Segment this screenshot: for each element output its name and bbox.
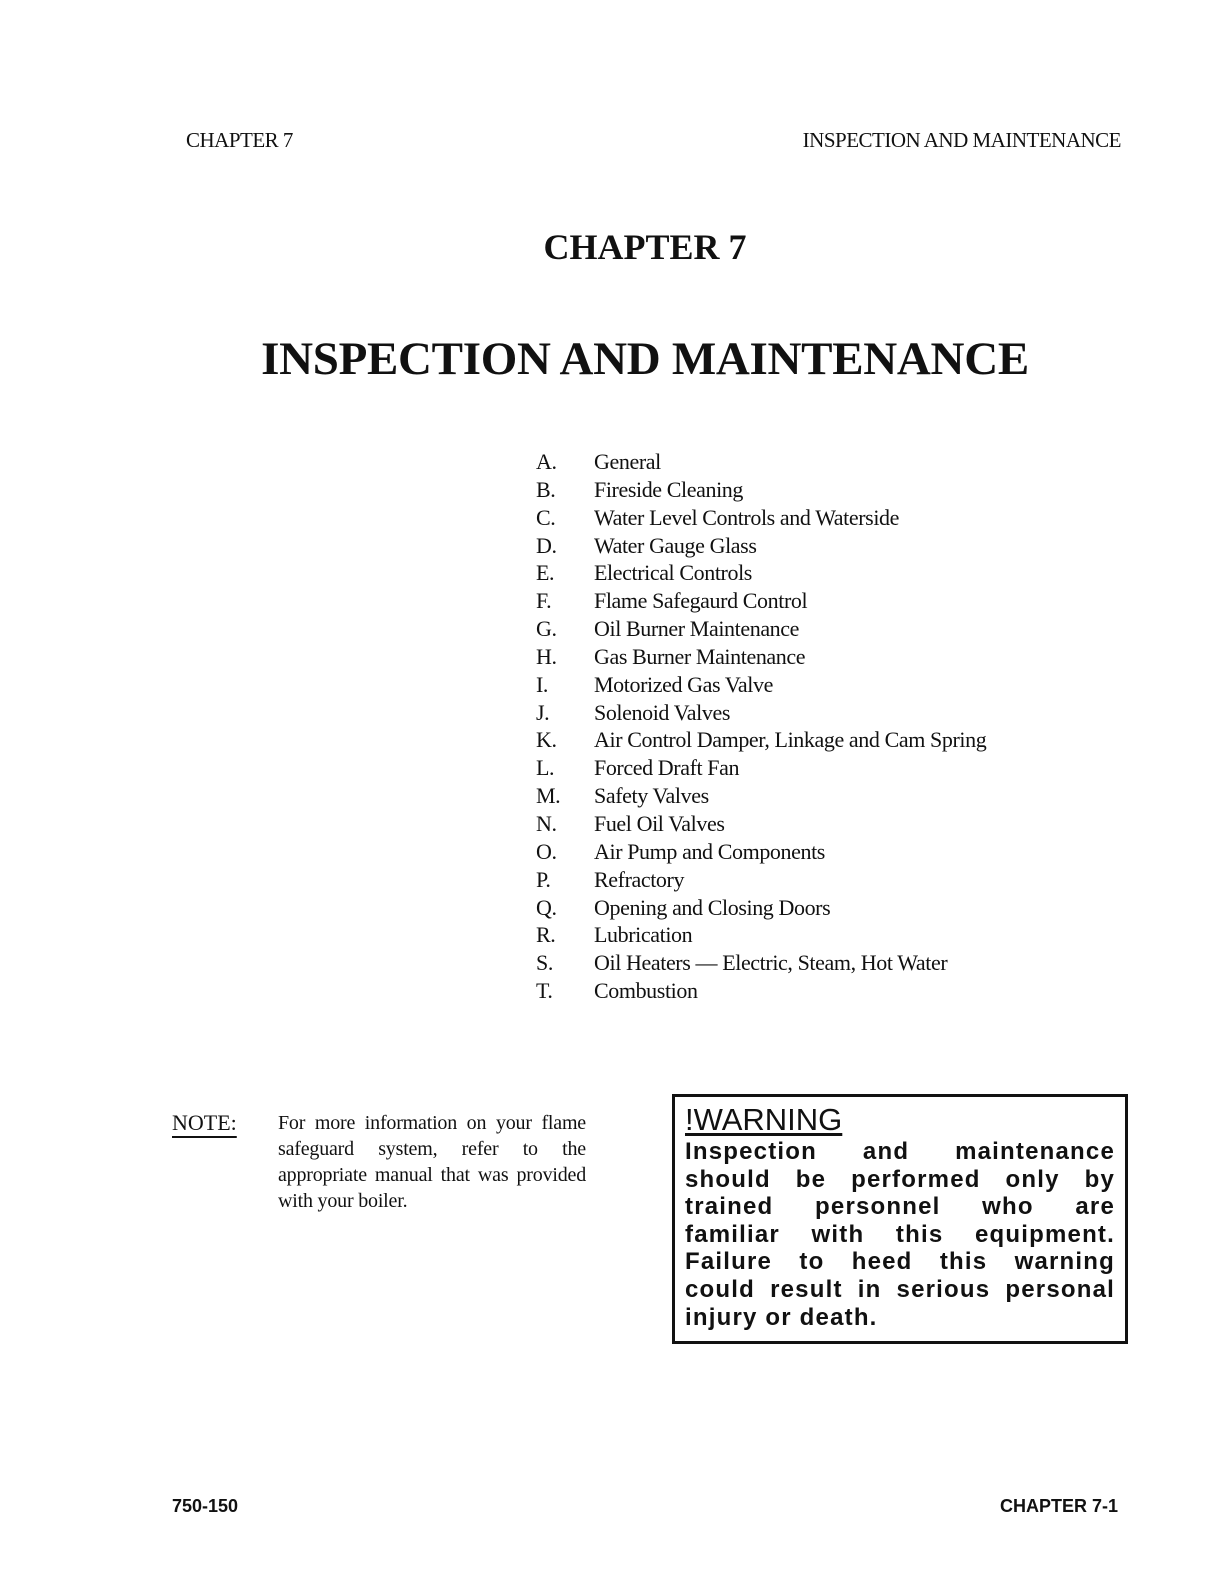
- toc-letter: T.: [536, 978, 553, 1004]
- toc-title: Forced Draft Fan: [594, 755, 740, 781]
- footer-document-number: 750-150: [172, 1496, 239, 1516]
- warning-box: [672, 1094, 1128, 1344]
- toc-item: [536, 921, 986, 949]
- toc-item: [536, 810, 986, 838]
- toc-letter: C.: [536, 504, 556, 530]
- toc-item: [536, 476, 986, 504]
- toc-letter: I.: [536, 671, 549, 697]
- toc-title: Gas Burner Maintenance: [594, 643, 806, 669]
- toc-letter: N.: [536, 810, 557, 836]
- table-of-contents: [536, 448, 986, 1005]
- warning-text: Inspection and maintenance should be performed only by trained personnel who are familiar with this equipment. Failure to heed this warning could result in serious personal injury or death.: [685, 1138, 1115, 1331]
- toc-title: Air Control Damper, Linkage and Cam Spring: [594, 727, 987, 753]
- toc-item: [536, 699, 986, 727]
- toc-letter: M.: [536, 783, 561, 809]
- toc-letter: S.: [536, 950, 553, 976]
- toc-item: [536, 949, 986, 977]
- toc-item: [536, 782, 986, 810]
- toc-letter: P.: [536, 866, 551, 892]
- toc-letter: F.: [536, 588, 552, 614]
- toc-item: [536, 754, 986, 782]
- toc-item: [536, 504, 986, 532]
- chapter-number: CHAPTER 7: [543, 227, 747, 267]
- running-header-right: INSPECTION AND MAINTENANCE: [802, 128, 1121, 152]
- toc-item: [536, 838, 986, 866]
- toc-letter: A.: [536, 449, 557, 474]
- toc-item: [536, 532, 986, 560]
- toc-item: [536, 894, 986, 922]
- toc-title: General: [594, 449, 661, 474]
- toc-letter: R.: [536, 922, 556, 948]
- note-label: NOTE:: [172, 1110, 237, 1135]
- toc-item: [536, 643, 986, 671]
- toc-letter: H.: [536, 643, 557, 669]
- toc-title: Motorized Gas Valve: [594, 671, 773, 697]
- toc-letter: E.: [536, 560, 555, 586]
- toc-letter: L.: [536, 755, 555, 781]
- toc-item: [536, 559, 986, 587]
- toc-title: Safety Valves: [594, 783, 709, 809]
- toc-title: Fuel Oil Valves: [594, 810, 725, 836]
- note-text: For more information on your flame safeguard system, refer to the appropriate manual that was provided with your boiler.: [278, 1112, 586, 1212]
- warning-title: !WARNING: [685, 1102, 843, 1137]
- toc-title: Fireside Cleaning: [594, 476, 744, 502]
- toc-letter: B.: [536, 476, 556, 502]
- toc-letter: G.: [536, 616, 557, 642]
- running-header-left: CHAPTER 7: [186, 128, 293, 152]
- footer-page-number: CHAPTER 7-1: [999, 1496, 1118, 1516]
- toc-title: Oil Heaters — Electric, Steam, Hot Water: [594, 950, 948, 976]
- toc-item: [536, 866, 986, 894]
- toc-title: Solenoid Valves: [594, 699, 730, 725]
- toc-title: Electrical Controls: [594, 560, 752, 586]
- toc-letter: K.: [536, 727, 557, 753]
- chapter-title: INSPECTION AND MAINTENANCE: [261, 333, 1029, 385]
- toc-title: Lubrication: [594, 922, 693, 948]
- toc-item: [536, 615, 986, 643]
- toc-letter: Q.: [536, 894, 557, 920]
- toc-title: Combustion: [594, 978, 698, 1004]
- toc-letter: D.: [536, 532, 557, 558]
- toc-item: [536, 587, 986, 615]
- toc-title: Opening and Closing Doors: [594, 894, 831, 920]
- toc-title: Refractory: [594, 866, 685, 892]
- toc-item: [536, 726, 986, 754]
- toc-item: [536, 448, 986, 476]
- toc-item: [536, 977, 986, 1005]
- toc-letter: O.: [536, 838, 557, 864]
- toc-letter: J.: [536, 699, 550, 725]
- toc-title: Water Gauge Glass: [594, 532, 757, 558]
- toc-item: [536, 671, 986, 699]
- toc-title: Flame Safegaurd Control: [594, 588, 808, 614]
- toc-title: Air Pump and Components: [594, 838, 825, 864]
- toc-title: Oil Burner Maintenance: [594, 616, 800, 642]
- toc-title: Water Level Controls and Waterside: [594, 504, 900, 530]
